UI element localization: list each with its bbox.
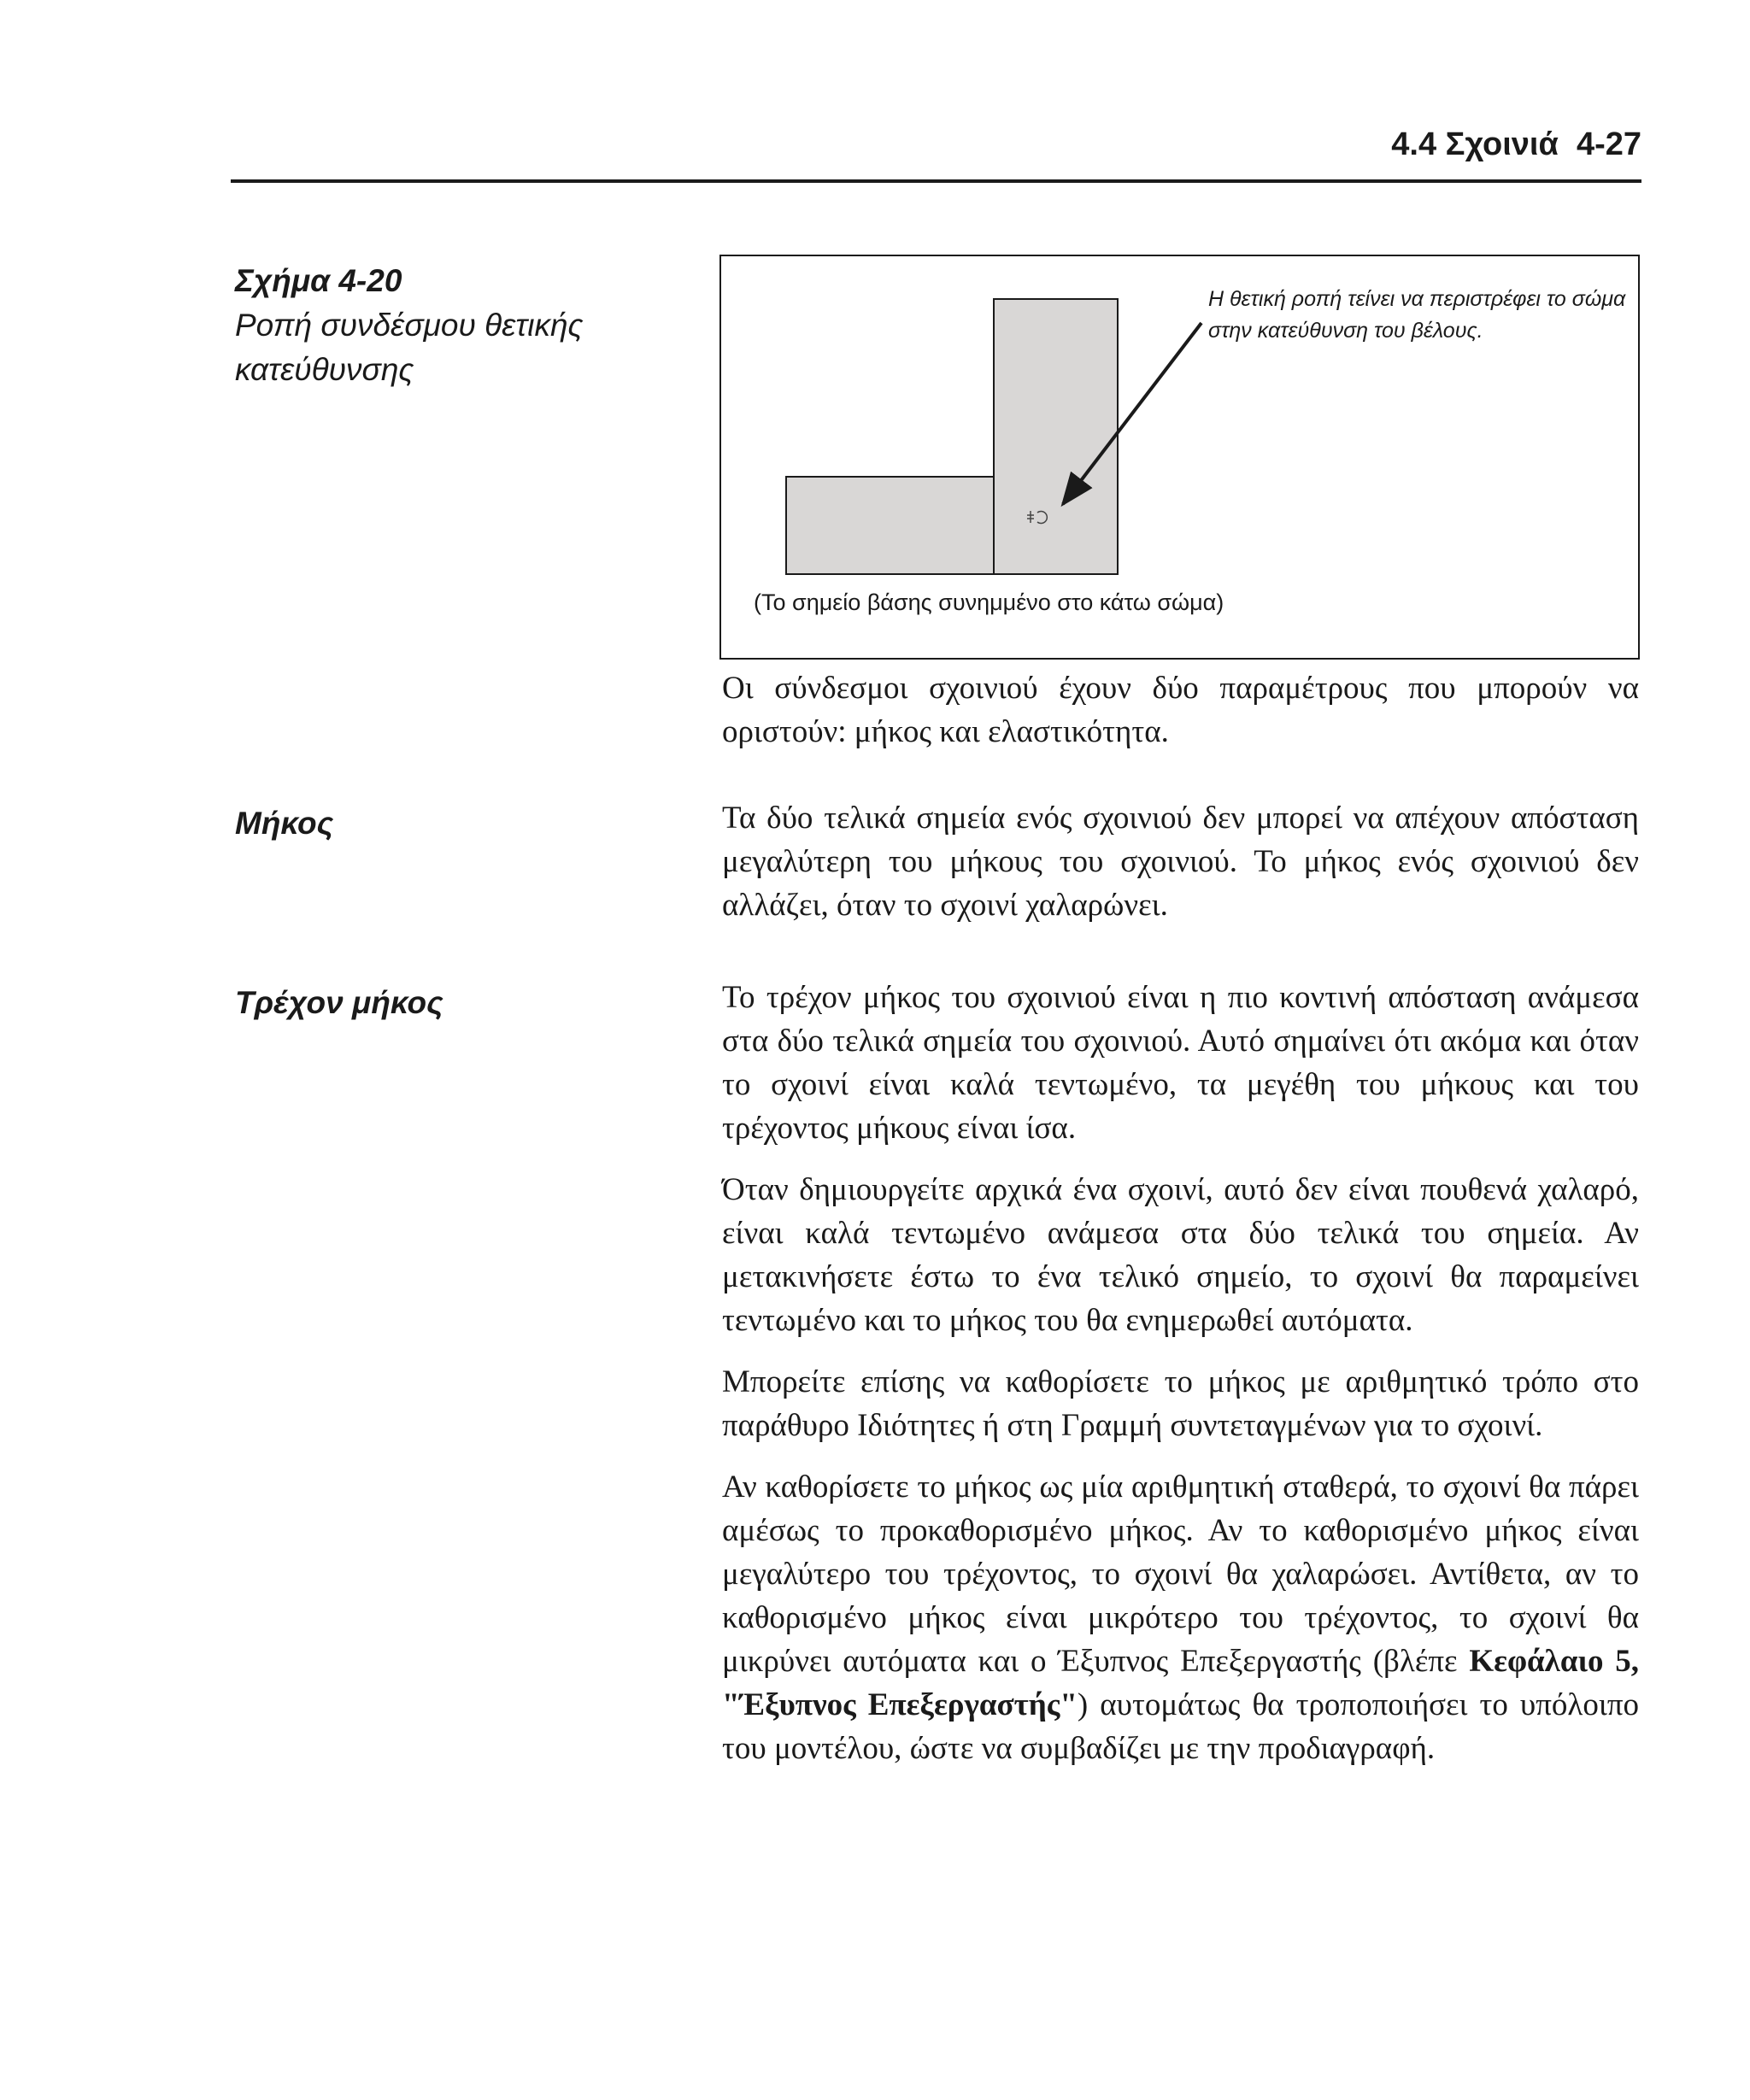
current-length-paragraph-4 [722,1465,1639,1770]
section-label-current-length: Τρέχον μήκος [235,985,443,1020]
figure-diagram [719,255,1640,660]
figure-caption: (Το σημείο βάσης συνημμένο στο κάτω σώμα) [754,590,1224,615]
section-current-length [722,976,1639,1788]
intro-text: Οι σύνδεσμοι σχοινιού έχουν δύο παραμέτρους που μπορούν να οριστούν: μήκος και ελαστικότητα. [722,671,1639,749]
header-page-number: 4-27 [1576,126,1641,162]
section-length [722,796,1639,945]
current-length-paragraph-2: Όταν δημιουργείτε αρχικά ένα σχοινί, αυτό δεν είναι πουθενά χαλαρό, είναι καλά τεντωμένο ανάμεσα στα δύο τελικά του σημεία. Αν μετακινήσετε έστω το ένα τελικό σημείο, το σχοινί θα παραμείνει τεντωμένο και το μήκος του θα ενημερωθεί αυτόματα. [722,1172,1639,1338]
page-header [231,120,1641,183]
current-length-paragraph-1: Το τρέχον μήκος του σχοινιού είναι η πιο κοντινή απόσταση ανάμεσα στα δύο τελικά σημεία του σχοινιού. Αυτό σημαίνει ότι ακόμα και όταν το σχοινί είναι καλά τεντωμένο, τα μεγέθη του μήκους και του τρέχοντος μήκους είναι ίσα. [722,980,1639,1146]
length-paragraph: Τα δύο τελικά σημεία ενός σχοινιού δεν μπορεί να απέχουν απόσταση μεγαλύτερη του μήκους του σχοινιού. Το μήκος ενός σχοινιού δεν αλλάζει, όταν το σχοινί χαλαρώνει. [722,801,1639,923]
figure-note: Η θετική ροπή τείνει να περιστρέφει το σώμα στην κατεύθυνση του βέλους. [1208,287,1626,343]
header-title [1391,126,1641,163]
figure-number: Σχήμα 4-20 [235,263,402,298]
current-length-paragraph-3: Μπορείτε επίσης να καθορίσετε το μήκος με αριθμητικό τρόπο στο παράθυρο Ιδιότητες ή στη Γραμμή συντεταγμένων για το σχοινί. [722,1364,1639,1443]
chapter-5-reference: Κεφάλαιο 5, "Έξυπνος Επεξεργαστής" [722,1644,1640,1722]
figure-title: Ροπή συνδέσμου θετικής κατεύθυνσης [235,308,584,387]
section-label-length: Μήκος [235,806,334,841]
intro-paragraph [722,666,1639,771]
header-section: 4.4 Σχοινιά [1391,126,1559,162]
paragraph-4-start: Αν καθορίσετε το μήκος ως μία αριθμητική σταθερά, το σχοινί θα πάρει αμέσως το προκαθορισμένο μήκος. Αν το καθορισμένο μήκος είναι μεγαλύτερο του τρέχοντος, το σχοινί θα χαλαρώσει. Αντίθετα, αν το καθορισμένο μήκος είναι μικρότερο του τρέχοντος, το σχοινί θα μικρύνει αυτόματα και ο Έξυπνος Επεξεργαστής (βλέπε [722,1469,1639,1679]
upper-body-block [994,299,1118,574]
paragraph-4-end: ) αυτομάτως θα τροποποιήσει το υπόλοιπο του μοντέλου, ώστε να συμβαδίζει με την προδιαγραφή. [722,1687,1640,1766]
lower-body-block [786,477,994,574]
figure-label [235,259,662,392]
